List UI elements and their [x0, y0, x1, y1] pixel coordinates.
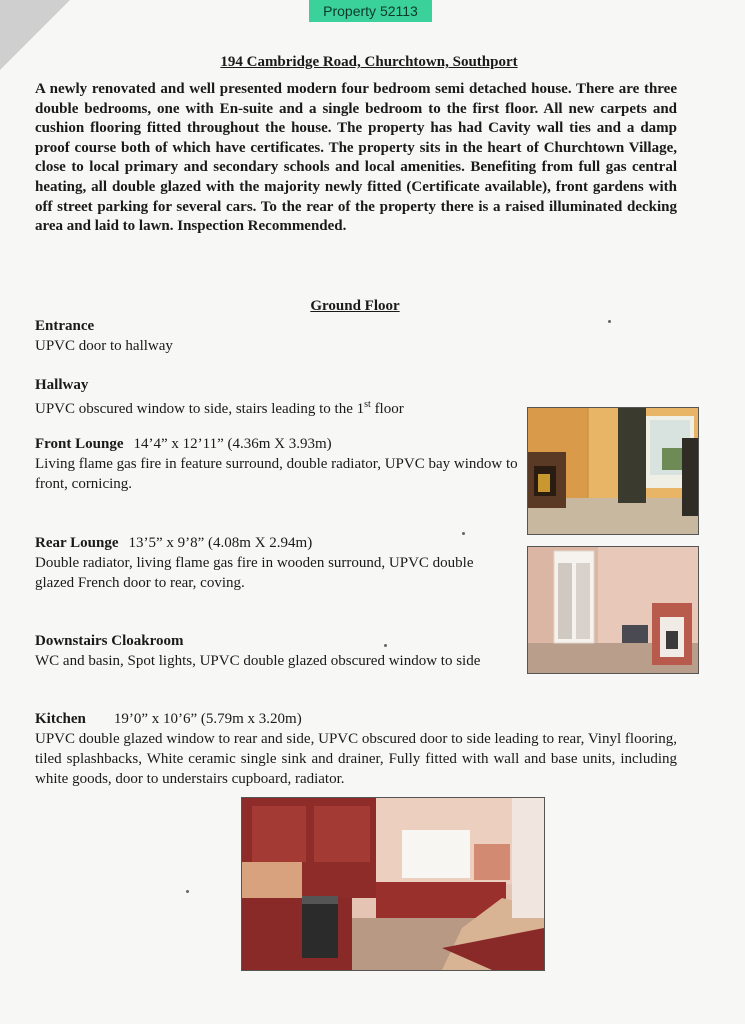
- room-description: UPVC obscured window to side, stairs leading to the 1st floor: [35, 399, 404, 417]
- room-description: UPVC double glazed window to rear and side, UPVC obscured door to side leading to rear, Vinyl flooring, tiled splashbacks, White ceramic single sink and drainer, Fully fitted with wall and base units, including white goods, door to understairs cupboard, radiator.: [35, 731, 677, 787]
- paper-speck: [384, 644, 387, 647]
- room-rear-lounge: [35, 533, 495, 593]
- paper-speck: [608, 320, 611, 323]
- room-description: UPVC door to hallway: [35, 338, 173, 354]
- room-hallway: [35, 375, 515, 419]
- section-title-ground-floor: Ground Floor: [310, 298, 400, 314]
- room-name: Front Lounge: [35, 436, 124, 452]
- property-address: 194 Cambridge Road, Churchtown, Southport: [220, 54, 518, 70]
- kitchen-photo: [241, 797, 545, 971]
- room-name: Entrance: [35, 318, 95, 334]
- room-name: Hallway: [35, 377, 89, 393]
- paper-speck: [462, 532, 465, 535]
- room-description: Double radiator, living flame gas fire in wooden surround, UPVC double glazed French door to rear, coving.: [35, 555, 474, 591]
- front-lounge-photo: [527, 407, 699, 535]
- room-name: Rear Lounge: [35, 535, 119, 551]
- room-description: Living flame gas fire in feature surround, double radiator, UPVC bay window to front, cornicing.: [35, 456, 518, 492]
- rear-lounge-photo: [527, 546, 699, 674]
- paper-speck: [186, 890, 189, 893]
- property-tag: Property 52113: [309, 0, 432, 22]
- room-downstairs-cloakroom: [35, 631, 515, 671]
- property-description: A newly renovated and well presented modern four bedroom semi detached house. There are three double bedrooms, one with En-suite and a single bedroom to the first floor. All new carpets and cushion flooring fitted throughout the house. The property has had Cavity wall ties and a damp proof course both of which have certificates. The property sits in the heart of Churchtown Village, close to local primary and secondary schools and local amenities. Benefiting from full gas central heating, all double glazed with the majority newly fitted (Certificate available), front gardens with off street parking for several cars. To the rear of the property there is a raised illuminated decking area and laid to lawn. Inspection Recommended.: [35, 81, 677, 235]
- room-front-lounge: [35, 434, 522, 494]
- room-dimensions: 19’0” x 10’6” (5.79m x 3.20m): [113, 711, 302, 727]
- room-name: Kitchen: [35, 711, 86, 727]
- room-entrance: [35, 316, 675, 356]
- room-kitchen: [35, 709, 677, 789]
- room-name: Downstairs Cloakroom: [35, 633, 184, 649]
- room-dimensions: 14’4” x 12’11” (4.36m X 3.93m): [133, 436, 332, 452]
- room-description: WC and basin, Spot lights, UPVC double glazed obscured window to side: [35, 653, 481, 669]
- room-dimensions: 13’5” x 9’8” (4.08m X 2.94m): [128, 535, 313, 551]
